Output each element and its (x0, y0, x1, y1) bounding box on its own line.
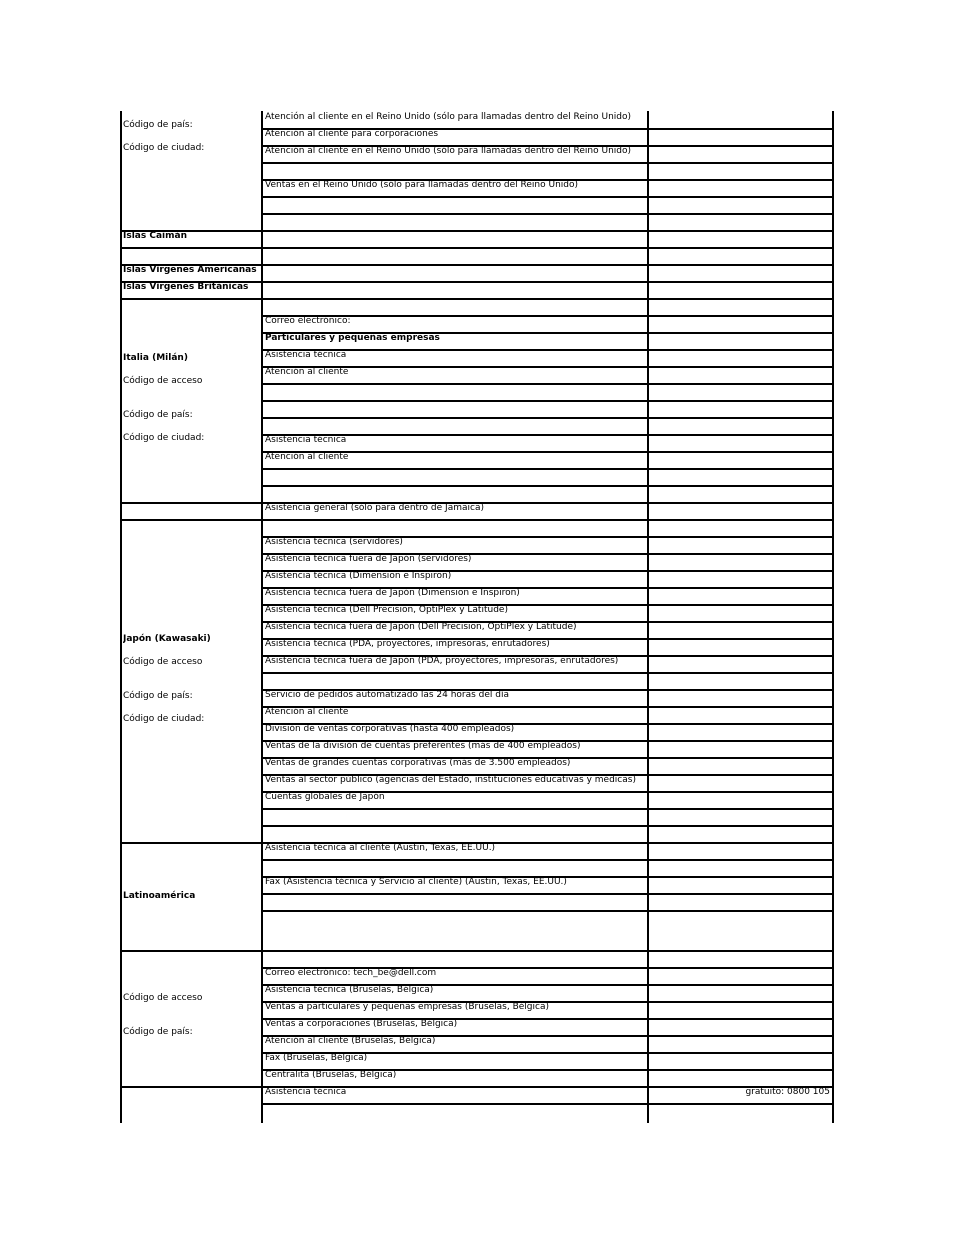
code-label: Código de país: (123, 1027, 193, 1037)
service-label: Asistencia técnica fuera de Japón (servidores) (265, 554, 472, 564)
row-divider (261, 383, 834, 385)
column-divider-2 (647, 111, 649, 1123)
service-label: Centralita (Bruselas, Bélgica) (265, 1070, 397, 1080)
group-divider (120, 247, 834, 249)
service-label: Asistencia técnica (265, 350, 347, 360)
row-divider (261, 893, 834, 895)
table-border-right (832, 111, 834, 1123)
group-divider (120, 950, 834, 952)
country-name: Islas Vírgenes Americanas (123, 265, 257, 275)
code-label: Código de ciudad: (123, 714, 205, 724)
service-label: Asistencia técnica fuera de Japón (Dell Precision, OptiPlex y Latitude) (265, 622, 577, 632)
service-label: Asistencia técnica (Bruselas, Bélgica) (265, 985, 434, 995)
code-label: Código de país: (123, 410, 193, 420)
service-label: Ventas de grandes cuentas corporativas (más de 3.500 empleados) (265, 758, 571, 768)
service-label: Correo electrónico: tech_be@dell.com (265, 968, 437, 978)
row-divider (261, 672, 834, 674)
service-label: Cuentas globales de Japón (265, 792, 385, 802)
service-label: Particulares y pequeñas empresas (265, 333, 440, 343)
row-divider (261, 213, 834, 215)
country-name: Latinoamérica (123, 891, 196, 901)
service-label: Asistencia general (sólo para dentro de Jamaica) (265, 503, 484, 513)
service-label: Atención al cliente (265, 707, 349, 717)
service-label: Asistencia técnica fuera de Japón (Dimension e Inspiron) (265, 588, 520, 598)
phone-number: gratuito: 0800 105 (745, 1087, 830, 1097)
row-divider (261, 485, 834, 487)
service-label: Asistencia técnica (servidores) (265, 537, 403, 547)
service-label: Asistencia técnica fuera de Japón (PDA, proyectores, impresoras, enrutadores) (265, 656, 619, 666)
row-divider (261, 808, 834, 810)
service-label: Atención al cliente (Bruselas, Bélgica) (265, 1036, 436, 1046)
service-label: División de ventas corporativas (hasta 400 empleados) (265, 724, 515, 734)
service-label: Asistencia técnica (265, 435, 347, 445)
row-divider (261, 859, 834, 861)
row-divider (261, 910, 834, 912)
service-label: Asistencia técnica (PDA, proyectores, impresoras, enrutadores) (265, 639, 550, 649)
code-label: Código de ciudad: (123, 143, 205, 153)
code-label: Código de ciudad: (123, 433, 205, 443)
row-divider (261, 162, 834, 164)
row-divider (261, 400, 834, 402)
service-label: Servicio de pedidos automatizado las 24 horas del día (265, 690, 510, 700)
contact-table (120, 111, 834, 1123)
row-divider (261, 468, 834, 470)
service-label: Asistencia técnica (Dell Precision, OptiPlex y Latitude) (265, 605, 508, 615)
row-divider (261, 1103, 834, 1105)
group-divider (120, 519, 834, 521)
code-label: Código de acceso (123, 376, 203, 386)
country-name: Japón (Kawasaki) (123, 634, 211, 644)
service-label: Atención al cliente en el Reino Unido (sólo para llamadas dentro del Reino Unido) (265, 112, 632, 122)
column-divider-1 (261, 111, 263, 1123)
service-label: Fax (Asistencia técnica y Servicio al cliente) (Austin, Texas, EE.UU.) (265, 877, 567, 887)
row-divider (261, 825, 834, 827)
code-label: Código de acceso (123, 993, 203, 1003)
service-label: Fax (Bruselas, Bélgica) (265, 1053, 368, 1063)
service-label: Ventas de la división de cuentas preferentes (más de 400 empleados) (265, 741, 581, 751)
service-label: Asistencia técnica (265, 1087, 347, 1097)
table-border-left (120, 111, 122, 1123)
code-label: Código de acceso (123, 657, 203, 667)
service-label: Atención al cliente en el Reino Unido (sólo para llamadas dentro del Reino Unido) (265, 146, 632, 156)
country-name: Italia (Milán) (123, 353, 188, 363)
service-label: Atención al cliente para corporaciones (265, 129, 439, 139)
code-label: Código de país: (123, 120, 193, 130)
group-divider (120, 298, 834, 300)
service-label: Ventas a corporaciones (Bruselas, Bélgica) (265, 1019, 458, 1029)
service-label: Asistencia técnica (Dimension e Inspiron) (265, 571, 452, 581)
service-label: Atención al cliente (265, 452, 349, 462)
country-name: Islas Vírgenes Británicas (123, 282, 249, 292)
service-label: Atención al cliente (265, 367, 349, 377)
country-name: Islas Caimán (123, 231, 187, 241)
service-label: Asistencia técnica al cliente (Austin, Texas, EE.UU.) (265, 843, 496, 853)
row-divider (261, 196, 834, 198)
row-divider (261, 417, 834, 419)
service-label: Ventas al sector público (agencias del Estado, instituciones educativas y médicas) (265, 775, 636, 785)
code-label: Código de país: (123, 691, 193, 701)
service-label: Correo electrónico: (265, 316, 351, 326)
service-label: Ventas en el Reino Unido (sólo para llamadas dentro del Reino Unido) (265, 180, 579, 190)
service-label: Ventas a particulares y pequeñas empresas (Bruselas, Bélgica) (265, 1002, 549, 1012)
